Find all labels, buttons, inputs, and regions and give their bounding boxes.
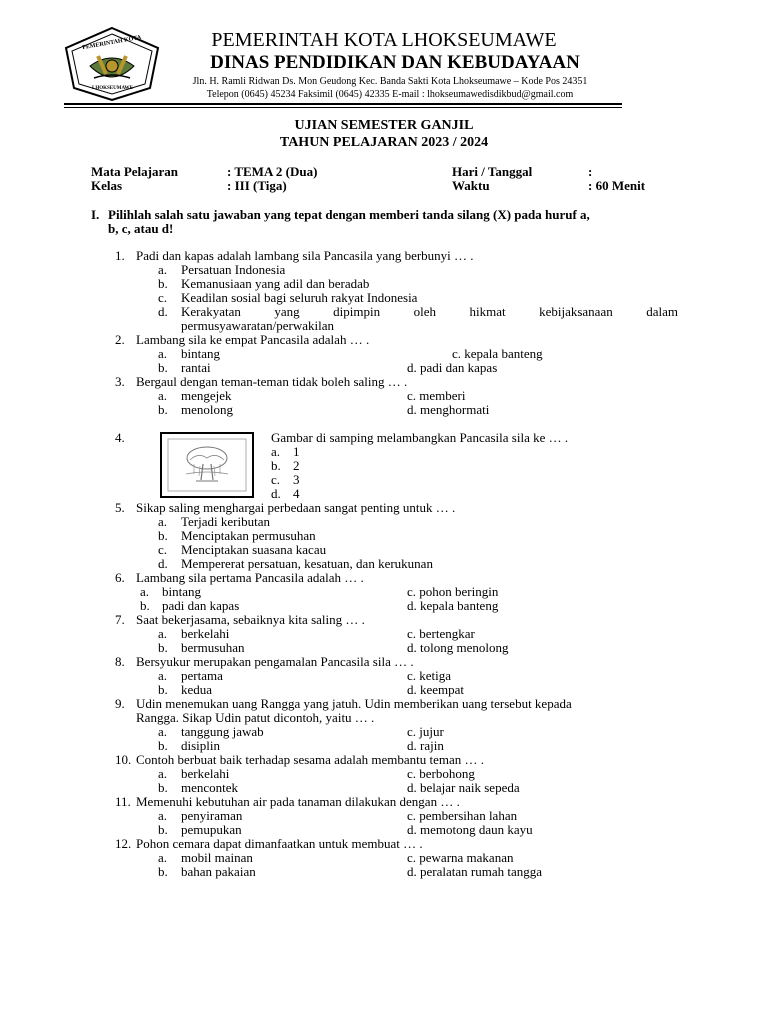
option-letter: b. — [158, 528, 168, 543]
option-letter: b. — [158, 864, 168, 879]
option-c: c. pembersihan lahan — [407, 808, 518, 823]
question-text: Memenuhi kebutuhan air pada tanaman dilakukan dengan … . — [136, 794, 460, 809]
option-b: bermusuhan — [181, 640, 245, 655]
question-text: Sikap saling menghargai perbedaan sangat penting untuk … . — [136, 500, 456, 515]
government-name: PEMERINTAH KOTA LHOKSEUMAWE — [211, 29, 557, 51]
option-a: mobil mainan — [181, 850, 253, 865]
option-d: d. tolong menolong — [407, 640, 509, 655]
option-letter: b. — [158, 276, 168, 291]
option-a: penyiraman — [181, 808, 243, 823]
day-value: : — [588, 164, 593, 179]
question-text: Pohon cemara dapat dimanfaatkan untuk membuat … . — [136, 836, 423, 851]
option-letter: a. — [158, 346, 168, 361]
option-letter: b. — [140, 598, 150, 613]
question-text: Gambar di samping melambangkan Pancasila sila ke … . — [271, 430, 569, 445]
question-number: 2. — [115, 332, 125, 347]
banyan-tree-picture — [160, 432, 254, 498]
option-d: d. menghormati — [407, 402, 490, 417]
exam-year: TAHUN PELAJARAN 2023 / 2024 — [279, 135, 489, 150]
option-d-word: oleh — [413, 304, 436, 319]
instruction-line-1: Pilihlah salah satu jawaban yang tepat dengan memberi tanda silang (X) pada huruf a, — [108, 207, 590, 222]
banyan-tree-icon — [162, 434, 252, 496]
option-letter: b. — [158, 682, 168, 697]
question-number: 1. — [115, 248, 125, 263]
logo-text-top: PEMERINTAH KOTA — [81, 34, 142, 52]
option-letter: b. — [158, 780, 168, 795]
question-text: Bersyukur merupakan pengamalan Pancasila sila … . — [136, 654, 414, 669]
option-d: d. peralatan rumah tangga — [407, 864, 542, 879]
option-d: d. padi dan kapas — [407, 360, 498, 375]
option-c: c. pewarna makanan — [407, 850, 514, 865]
option-letter: a. — [271, 444, 281, 459]
option-letter: c. — [271, 472, 281, 487]
class-value: : III (Tiga) — [227, 178, 287, 193]
option-b: kedua — [181, 682, 213, 697]
question-number: 4. — [115, 430, 125, 445]
option-letter: a. — [158, 766, 168, 781]
option-a: berkelahi — [181, 766, 230, 781]
day-label: Hari / Tanggal — [452, 164, 533, 179]
question-text: Padi dan kapas adalah lambang sila Pancasila yang berbunyi … . — [136, 248, 474, 263]
question-text-continued: Rangga. Sikap Udin patut dicontoh, yaitu … . — [136, 710, 375, 725]
option-letter: a. — [158, 626, 168, 641]
option-c: Menciptakan suasana kacau — [181, 542, 327, 557]
exam-title: UJIAN SEMESTER GANJIL — [294, 118, 474, 133]
question-number: 5. — [115, 500, 125, 515]
option-d: d. rajin — [407, 738, 444, 753]
option-c: c. jujur — [407, 724, 444, 739]
option-d — [181, 305, 678, 319]
option-c: 3 — [293, 472, 300, 487]
option-letter: a. — [158, 724, 168, 739]
option-a: tanggung jawab — [181, 724, 264, 739]
option-d-word: kebijaksanaan — [539, 304, 613, 319]
option-d-word: dalam — [646, 304, 678, 319]
question-number: 10. — [115, 752, 132, 767]
question-text: Lambang sila pertama Pancasila adalah … . — [136, 570, 364, 585]
option-b: pemupukan — [181, 822, 242, 837]
address-line: Jln. H. Ramli Ridwan Ds. Mon Geudong Kec. Banda Sakti Kota Lhokseumawe – Kode Pos 24351 — [192, 76, 588, 87]
question-text: Lambang sila ke empat Pancasila adalah … . — [136, 332, 370, 347]
question-number: 9. — [115, 696, 125, 711]
option-a: mengejek — [181, 388, 232, 403]
option-letter: a. — [158, 668, 168, 683]
subject-value: : TEMA 2 (Dua) — [227, 164, 318, 179]
question-text: Bergaul dengan teman-teman tidak boleh saling … . — [136, 374, 408, 389]
header-rule-thin — [64, 107, 622, 108]
question-number: 7. — [115, 612, 125, 627]
option-letter: a. — [158, 808, 168, 823]
option-letter: a. — [158, 514, 168, 529]
section-number: I. — [91, 207, 100, 222]
option-c: c. ketiga — [407, 668, 452, 683]
option-a: 1 — [293, 444, 300, 459]
option-d: d. kepala banteng — [407, 598, 499, 613]
option-b: 2 — [293, 458, 300, 473]
option-b: bahan pakaian — [181, 864, 256, 879]
option-c: c. bertengkar — [407, 626, 475, 641]
option-a: bintang — [181, 346, 220, 361]
question-text: Udin menemukan uang Rangga yang jatuh. Udin memberikan uang tersebut kepada — [136, 696, 572, 711]
option-d: d. memotong daun kayu — [407, 822, 533, 837]
logo-text-bottom: LHOKSEUMAWE — [92, 86, 133, 91]
option-letter: c. — [158, 542, 168, 557]
option-c: c. kepala banteng — [452, 346, 543, 361]
option-a: Terjadi keributan — [181, 514, 270, 529]
question-number: 8. — [115, 654, 125, 669]
question-number: 12. — [115, 836, 132, 851]
option-c: Keadilan sosial bagi seluruh rakyat Indonesia — [181, 290, 418, 305]
question-number: 3. — [115, 374, 125, 389]
option-letter: b. — [158, 822, 168, 837]
class-label: Kelas — [91, 178, 123, 193]
option-letter: a. — [158, 388, 168, 403]
option-d-word: yang — [274, 304, 300, 319]
option-a: pertama — [181, 668, 223, 683]
question-number: 6. — [115, 570, 125, 585]
question-text: Contoh berbuat baik terhadap sesama adalah membantu teman … . — [136, 752, 484, 767]
option-c: c. memberi — [407, 388, 466, 403]
option-c: c. pohon beringin — [407, 584, 499, 599]
time-value: : 60 Menit — [588, 178, 646, 193]
option-letter: b. — [158, 360, 168, 375]
option-letter: b. — [158, 402, 168, 417]
option-letter: a. — [158, 262, 168, 277]
option-letter: c. — [158, 290, 168, 305]
instruction-line-2: b, c, atau d! — [108, 221, 174, 236]
option-a: Persatuan Indonesia — [181, 262, 286, 277]
time-label: Waktu — [452, 178, 490, 193]
option-letter: d. — [158, 304, 168, 319]
option-letter: b. — [271, 458, 281, 473]
option-letter: a. — [140, 584, 150, 599]
contact-line: Telepon (0645) 45234 Faksimil (0645) 42335 E-mail : lhokseumawedisdikbud@gmail.com — [206, 89, 574, 100]
option-a: bintang — [162, 584, 201, 599]
option-d: d. belajar naik sepeda — [407, 780, 520, 795]
option-b: disiplin — [181, 738, 221, 753]
option-letter: d. — [158, 556, 168, 571]
option-letter: d. — [271, 486, 281, 501]
option-d: d. keempat — [407, 682, 465, 697]
option-b: Menciptakan permusuhan — [181, 528, 316, 543]
option-b: mencontek — [181, 780, 239, 795]
option-d-word: dipimpin — [333, 304, 381, 319]
option-d: Mempererat persatuan, kesatuan, dan kerukunan — [181, 556, 433, 571]
header-rule-thick — [64, 103, 622, 105]
option-d-word: Kerakyatan — [181, 304, 241, 319]
department-name: DINAS PENDIDIKAN DAN KEBUDAYAAN — [210, 52, 580, 73]
option-letter: a. — [158, 850, 168, 865]
option-b: Kemanusiaan yang adil dan beradab — [181, 276, 370, 291]
option-d: 4 — [293, 486, 300, 501]
question-number: 11. — [115, 794, 131, 809]
option-a: berkelahi — [181, 626, 230, 641]
option-d-continued: permusyawaratan/perwakilan — [181, 318, 335, 333]
option-d-word: hikmat — [469, 304, 506, 319]
option-c: c. berbohong — [407, 766, 475, 781]
question-text: Saat bekerjasama, sebaiknya kita saling … . — [136, 612, 365, 627]
option-b: menolong — [181, 402, 233, 417]
option-letter: b. — [158, 640, 168, 655]
option-letter: b. — [158, 738, 168, 753]
subject-label: Mata Pelajaran — [91, 164, 179, 179]
option-b: padi dan kapas — [162, 598, 240, 613]
option-b: rantai — [181, 360, 211, 375]
